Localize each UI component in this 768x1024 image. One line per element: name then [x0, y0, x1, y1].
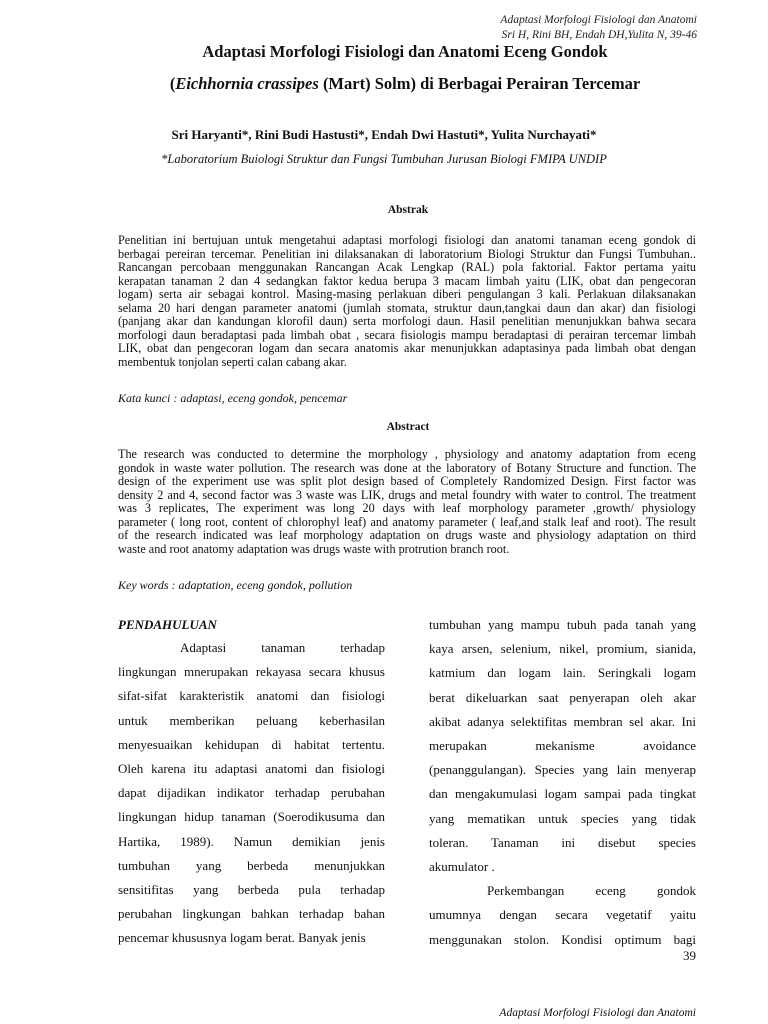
body-left-line: dapat dijadikan indikator terhadap perubahan [118, 785, 385, 801]
body-left-line: Oleh karena itu adaptasi anatomi dan fisiologi [118, 761, 385, 776]
body-right-line: kaya arsen, selenium, nikel, promium, sianida, [429, 641, 696, 657]
kata-kunci: Kata kunci : adaptasi, eceng gondok, pencemar [118, 391, 348, 405]
abstract-body [118, 448, 696, 556]
body-right-line: menggunakan stolon. Kondisi optimum bagi [429, 931, 696, 947]
page-footer: Adaptasi Morfologi Fisiologi dan Anatomi [499, 1007, 696, 1019]
abstrak-line: membentuk tonjolan seperti calan cabang akar. [118, 355, 347, 369]
abstrak-body [118, 234, 696, 369]
body-right-line: akumulator . [429, 859, 495, 874]
paper-title: Adaptasi Morfologi Fisiologi dan Anatomi Eceng Gondok [202, 42, 608, 61]
running-header-title: Adaptasi Morfologi Fisiologi dan Anatomi [500, 14, 697, 26]
body-right-line: berat dikeluarkan saat penyerapan oleh akar [429, 689, 696, 705]
body-right-line: merupakan mekanisme avoidance [429, 738, 696, 753]
abstrak-line: kerapatan tanaman 2 dan 4 sedangkan faktor kedua berupa 3 macam limbah yaitu (LIK, obat dan pengecoran [118, 274, 696, 288]
running-header-citation: Sri H, Rini BH, Endah DH,Yulita N, 39-46 [501, 28, 697, 41]
body-left-line: sensitifitas yang berbeda pula terhadap [118, 882, 385, 897]
body-left-line: untuk memberikan peluang keberhasilan [118, 712, 385, 728]
body-left-line: lingkungan mnerupakan rekayasa secara khusus [118, 664, 385, 680]
body-left-line: sifat-sifat karakteristik anatomi dan fisiologi [118, 688, 385, 704]
species-name: Eichhornia crassipes [175, 74, 319, 93]
affiliation: *Laboratorium Buiologi Struktur dan Fungsi Tumbuhan Jurusan Biologi FMIPA UNDIP [161, 152, 607, 166]
abstrak-line: (panjang akar dan kandungan klorofil daun) serta morfologi daun. Hasil penelitian menunjukkan bahwa secara [118, 315, 696, 328]
body-left-line: menyesuaikan kehidupan di habitat tertentu. [118, 736, 385, 752]
section-heading-pendahuluan: PENDAHULUAN [118, 617, 217, 632]
title-rest: (Mart) Solm) di Berbagai Perairan Tercemar [318, 74, 641, 93]
body-left-line: tumbuhan yang berbeda menunjukkan [118, 857, 385, 873]
body-left-line: lingkungan hidup tanaman (Soerodikusuma dan [118, 809, 385, 825]
body-right-line: dan mengakumulasi logam sampai pada tingkat [429, 786, 696, 802]
abstrak-line: berbagai pereiran tercemar. Penelitian ini dilaksanakan di laboratorium Biologi Struktur dan Fungsi Tumbuhan.. [118, 247, 696, 261]
abstrak-line: LIK, obat dan pengecoran logam dan secara anatomis akar menunjukkan adaptasinya pada limbah obat dengan [118, 342, 696, 355]
abstrak-line: Rancangan percobaan menggunakan Rancangan Acak Lengkap (RAL) pola faktorial. Faktor pertama yaitu [118, 261, 696, 274]
author-list: Sri Haryanti*, Rini Budi Hastusti*, Endah Dwi Hastuti*, Yulita Nurchayati* [171, 127, 597, 142]
abstract-line: design of the experiment use was split plot design based of Completely Randomized Design. First factor was [118, 475, 696, 488]
body-right-line: tumbuhan yang mampu tubuh pada tanah yang [429, 617, 696, 632]
body-left-line: pencemar khususnya logam berat. Banyak jenis [118, 930, 366, 946]
page-number: 39 [683, 948, 696, 963]
abstrak-line: logam) serta air sebagai kontrol. Masing-masing perlakuan diberi pengulangan 3 kali. Perlakuan dilaksanakan [118, 288, 696, 301]
abstract-heading: Abstract [386, 421, 430, 433]
abstract-line: parameter ( long root, content of chlorophyl leaf) and anatomy parameter ( leaf,and stalk leaf and root). The result [118, 515, 696, 529]
abstrak-line: selama 20 hari dengan parameter anatomi (jumlah stomata, struktur daun,tangkai daun dan akar) dan fisiologi [118, 301, 696, 315]
body-right-line: Perkembangan eceng gondok [487, 883, 696, 899]
body-right-line: yang mematikan untuk species yang tidak [429, 810, 696, 826]
title-paren: ( [169, 74, 176, 93]
abstrak-line: Penelitian ini bertujuan untuk mengetahui adaptasi morfologi fisiologi dan anatomi tanaman eceng gondok di [118, 234, 696, 247]
paper-title-line2 [0, 74, 768, 94]
body-right-line: akibat adanya selektifitas membran sel akar. Ini [429, 713, 696, 729]
body-left-line: perubahan lingkungan bahkan terhadap bahan [118, 906, 385, 922]
running-header [500, 13, 697, 42]
abstract-line: density 2 and 4, second factor was 3 waste was LIK, drugs and metal foundry with water to control. The treatment [118, 488, 696, 502]
key-words: Key words : adaptation, eceng gondok, pollution [118, 578, 353, 592]
body-right-line: umumnya dengan secara vegetatif yaitu [429, 907, 696, 923]
body-right-line: katmium dan logam lain. Seringkali logam [429, 665, 696, 681]
abstrak-heading: Abstrak [387, 204, 429, 216]
body-left-line: Adaptasi tanaman terhadap [180, 640, 385, 655]
body-left-line: Hartika, 1989). Namun demikian jenis [118, 833, 385, 849]
abstrak-line: morfologi daun beradaptasi pada limbah obat , secara fisiologis mampu beradaptasi di perairan tercemar limbah [118, 328, 696, 342]
abstract-line: The research was conducted to determine the morphology , physiology and anatomy adaptation from eceng [118, 448, 696, 461]
abstract-line: was 3 replicates, The experiment was long 20 days with leaf morphology parameter ,growth/ physiology [118, 502, 696, 515]
body-right-line: (penanggulangan). Species yang lain menyerap [429, 762, 696, 778]
abstract-line: waste and root anatomy adaptation was drugs waste with protrution branch root. [118, 542, 510, 556]
abstract-line: of the research indicated was leaf morphology adaptation on drugs waste and physiology adaptation on third [118, 529, 696, 542]
body-right-line: toleran. Tanaman ini disebut species [429, 834, 696, 850]
abstract-line: gondok in waste water pollution. The research was done at the laboratory of Botany Structure and function. The [118, 461, 696, 475]
